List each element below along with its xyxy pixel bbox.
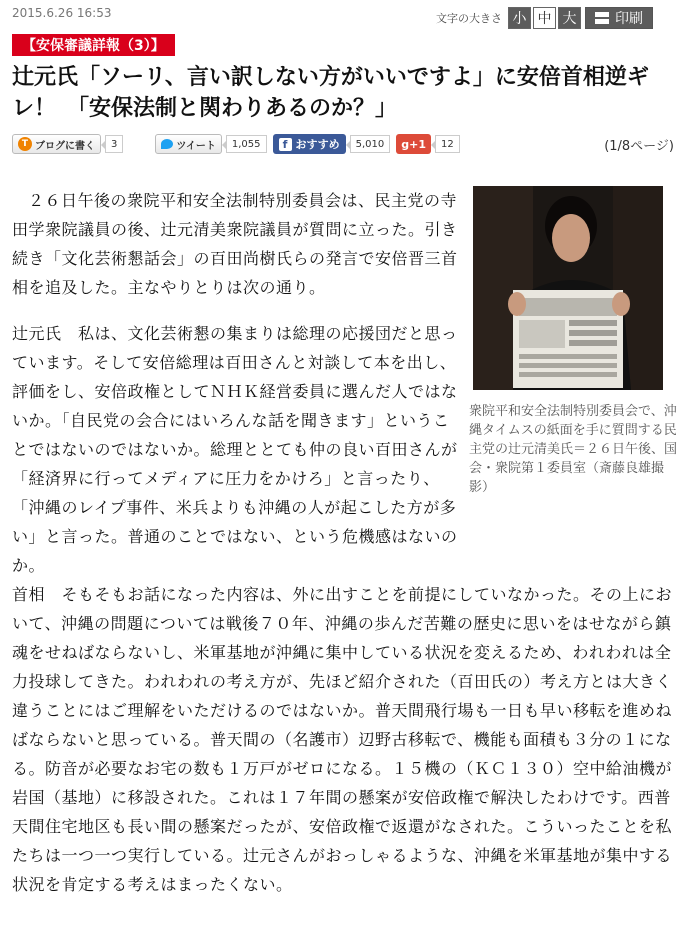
font-size-small-button[interactable]: 小 xyxy=(508,7,531,29)
article-paragraph-tsujimoto: 辻元氏 私は、文化芸術懇の集まりは総理の応援団だと思っています。そして安倍総理は百田さんと対談して本を出し、評価をし、安倍政権としてＮＨＫ経営委員に選んだ人ではないか。「自民党の会合にはいろんな話を聞きます」ということではないのではないか。総理ととても仲の良い百田さんが「経済界に行ってメディアに圧力をかけろ」と言ったり、「沖縄のレイプ事件、米兵よりも沖縄の人が起こした方が多い」と言った。普通のことではない、という危機感はないのか。 xyxy=(12,324,458,575)
category-tag[interactable]: 【安保審議詳報（3）】 xyxy=(12,34,175,56)
blog-icon: T xyxy=(18,137,32,151)
photo-caption: 衆院平和安全法制特別委員会で、沖縄タイムスの紙面を手に質問する民主党の辻元清美氏＝２６日午後、国会・衆院第１委員室（斎藤良雄撮影） xyxy=(469,404,678,495)
page-indicator: (1/8ページ) xyxy=(604,138,674,154)
publish-date: 2015.6.26 16:53 xyxy=(12,6,112,20)
print-label: 印刷 xyxy=(615,11,643,27)
font-size-medium-button[interactable]: 中 xyxy=(533,7,556,29)
google-plus-count: 12 xyxy=(435,135,460,153)
article-paragraph-prime-minister: 首相 そもそもお話になった内容は、外に出すことを前提にしていなかった。その上において、沖縄の問題については戦後７０年、沖縄の歩んだ苦難の歴史に思いをはせながら鎮魂をせねばならないし、米軍基地が沖縄に集中している状況を変えるため、われわれは全力投球してきた。われわれの考え方が、先ほど紹介された（百田氏の）考え方とは大きく違うことにはご理解をいただけるのではないか。普天間飛行場も一日も早い移転を進めねばならないと思っている。普天間の（名護市）辺野古移転で、機能も面積も３分の１になる。防音が必要なお宅の数も１万戸がゼロになる。１５機の（ＫＣ１３０）空中給油機が岩国（基地）に移設された。これは１７年間の懸案が安倍政権で解決したわけです。西普天間住宅地区も長い間の懸案だったが、安倍政権で返還がなされた。こういったことを私たちは一つ一つ実行している。辻元さんがおっしゃるような、沖縄を米軍基地が集中する状況を肯定する考えはまったくない。 xyxy=(12,585,673,894)
blog-button[interactable] xyxy=(12,134,101,154)
article-headline: 辻元氏「ソーリ、言い訳しない方がいいですよ」に安倍首相逆ギレ！ 「安保法制と関わりあるのか？」 xyxy=(12,65,649,121)
article-paragraph-intro: ２６日午後の衆院平和安全法制特別委員会は、民主党の寺田学衆院議員の後、辻元清美衆院議員が質問に立った。引き続き「文化芸術懇話会」の百田尚樹氏らの発言で安倍晋三首相を追及した。主なやりとりは次の通り。 xyxy=(12,191,458,297)
photo-illustration xyxy=(473,186,663,390)
facebook-count: 5,010 xyxy=(350,135,391,153)
facebook-recommend-button[interactable] xyxy=(273,134,346,154)
google-plus-button[interactable] xyxy=(396,134,431,154)
font-size-large-button[interactable]: 大 xyxy=(558,7,581,29)
printer-icon xyxy=(595,12,609,24)
article-photo[interactable] xyxy=(473,186,663,390)
tweet-label: ツイート xyxy=(176,140,216,152)
font-size-label: 文字の大きさ xyxy=(436,12,502,25)
blog-label: ブログに書く xyxy=(35,140,95,152)
facebook-icon: f xyxy=(279,138,292,151)
google-plus-label: +1 xyxy=(409,137,427,151)
tweet-button[interactable] xyxy=(155,134,222,154)
google-plus-icon: g xyxy=(401,137,410,151)
blog-count: 3 xyxy=(105,135,123,153)
facebook-label: おすすめ xyxy=(295,138,340,151)
print-button[interactable] xyxy=(585,7,653,29)
tweet-count: 1,055 xyxy=(226,135,267,153)
font-size-controls xyxy=(436,7,653,29)
share-bar xyxy=(12,133,674,155)
twitter-bird-icon xyxy=(161,139,173,149)
